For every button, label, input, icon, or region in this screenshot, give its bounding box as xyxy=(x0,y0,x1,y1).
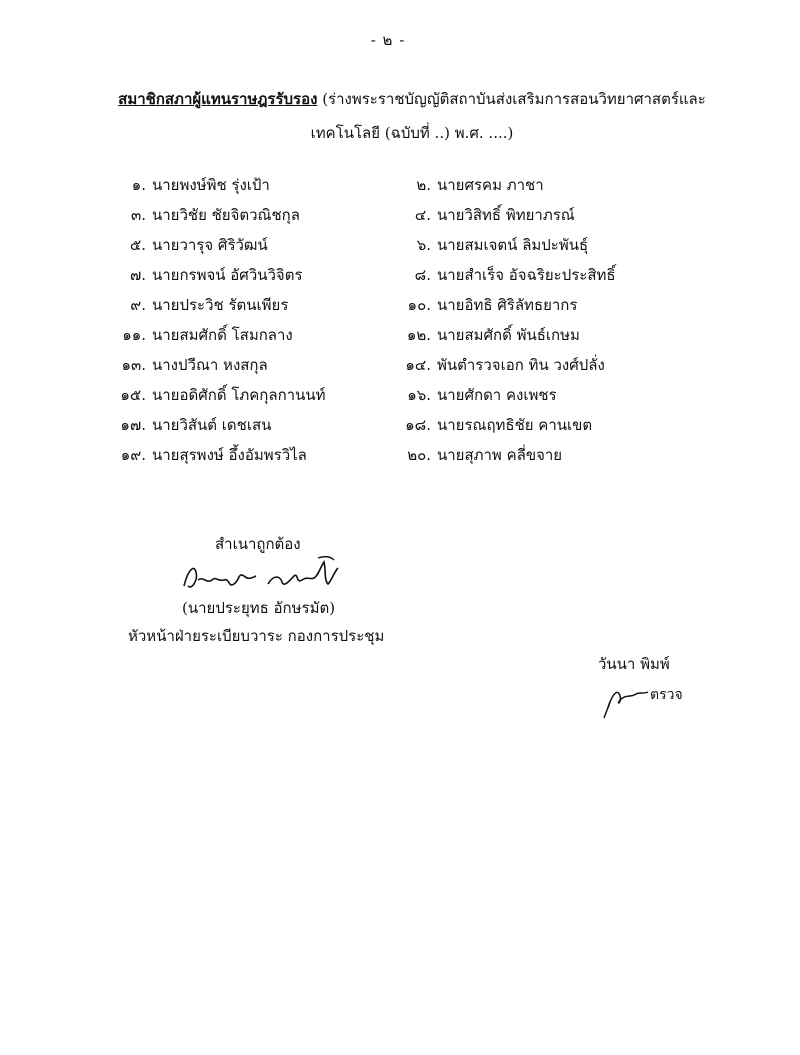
member-name: พันตำรวจเอก ทิน วงศ์ปลั่ง xyxy=(437,356,605,374)
member-item xyxy=(112,350,397,380)
member-name: นางปวีณา หงสกุล xyxy=(152,356,268,374)
member-item xyxy=(112,200,397,230)
signer-name: (นายประยุทธ อักษรมัต) xyxy=(182,599,336,617)
member-number: ๓. xyxy=(130,206,146,224)
member-item xyxy=(397,230,632,260)
member-name: นายสมศักดิ์ พันธ์เกษม xyxy=(437,326,580,344)
member-number: ๒๐. xyxy=(407,446,431,464)
member-item xyxy=(112,260,397,290)
member-number: ๑. xyxy=(131,176,146,194)
member-item xyxy=(112,230,397,260)
member-item xyxy=(397,290,632,320)
heading xyxy=(112,82,712,150)
member-name: นายศรคม ภาชา xyxy=(437,176,544,194)
member-name: นายศักดา คงเพชร xyxy=(437,386,557,404)
member-number: ๑๒. xyxy=(406,326,431,344)
member-number: ๑๔. xyxy=(405,356,431,374)
member-name: นายสุภาพ คลี่ขจาย xyxy=(437,446,563,464)
member-name: นายสมศักดิ์ โสมกลาง xyxy=(152,326,293,344)
member-name: นายกรพจน์ อัศวินวิจิตร xyxy=(152,266,303,284)
member-number: ๗. xyxy=(129,266,146,284)
checker-label: ตรวจ xyxy=(650,687,683,703)
member-item xyxy=(397,260,632,290)
member-number: ๒. xyxy=(416,176,431,194)
member-item xyxy=(397,320,632,350)
heading-subtitle-line1: (ร่างพระราชบัญญัติสถาบันส่งเสริมการสอนวิทยาศาสตร์และ xyxy=(317,90,706,108)
member-number: ๑๑. xyxy=(122,326,146,344)
member-number: ๕. xyxy=(129,236,146,254)
member-item xyxy=(112,320,397,350)
member-item xyxy=(112,290,397,320)
member-name: นายรณฤทธิชัย คานเขต xyxy=(437,416,593,434)
member-name: นายวิชัย ชัยจิตวณิชกุล xyxy=(152,206,300,224)
signer-position: หัวหน้าฝ่ายระเบียบวาระ กองการประชุม xyxy=(128,627,385,645)
member-name: นายสุรพงษ์ อึ้งอัมพรวิไล xyxy=(152,446,307,464)
member-item xyxy=(397,200,632,230)
member-name: นายวิสิทธิ์ พิทยาภรณ์ xyxy=(437,206,575,224)
member-number: ๖. xyxy=(416,236,431,254)
member-item xyxy=(397,170,632,200)
member-item xyxy=(397,440,632,470)
certified-copy-label: สำเนาถูกต้อง xyxy=(215,535,301,553)
member-number: ๔. xyxy=(414,206,431,224)
member-list xyxy=(112,170,632,470)
member-name: นายประวิช รัตนเพียร xyxy=(152,296,289,314)
member-item xyxy=(112,380,397,410)
member-name: นายสมเจตน์ ลิมปะพันธุ์ xyxy=(437,236,589,254)
member-item xyxy=(112,440,397,470)
heading-title: สมาชิกสภาผู้แทนราษฎรรับรอง xyxy=(118,90,318,108)
member-item xyxy=(112,170,397,200)
member-item xyxy=(397,350,632,380)
page-number: - ๒ - xyxy=(370,31,406,49)
member-number: ๑๗. xyxy=(120,416,146,434)
member-name: นายพงษ์พิช รุ่งเป้า xyxy=(152,176,270,194)
member-item xyxy=(112,410,397,440)
member-name: นายอดิศักดิ์ โภคกุลกานนท์ xyxy=(152,386,326,404)
member-number: ๑๘. xyxy=(405,416,431,434)
member-number: ๙. xyxy=(130,296,146,314)
member-name: นายสำเร็จ อัจฉริยะประสิทธิ์ xyxy=(437,266,616,284)
typist-line: วันนา พิมพ์ xyxy=(598,655,670,673)
member-item xyxy=(397,410,632,440)
checker-initials-signature xyxy=(600,680,650,720)
handwritten-signature xyxy=(178,550,348,600)
member-number: ๑๓. xyxy=(121,356,146,374)
member-name: นายอิทธิ ศิริลัทธยากร xyxy=(437,296,578,314)
member-name: นายวารุจ ศิริวัฒน์ xyxy=(152,236,268,254)
member-number: ๑๙. xyxy=(120,446,146,464)
checker-block xyxy=(600,680,710,720)
member-name: นายวิสันต์ เดชเสน xyxy=(152,416,272,434)
member-number: ๑๐. xyxy=(407,296,431,314)
member-number: ๑๕. xyxy=(120,386,146,404)
heading-subtitle-line2: เทคโนโลยี (ฉบับที่ ..) พ.ศ. ....) xyxy=(310,124,514,142)
member-item xyxy=(397,380,632,410)
member-number: ๑๖. xyxy=(407,386,431,404)
member-number: ๘. xyxy=(414,266,431,284)
